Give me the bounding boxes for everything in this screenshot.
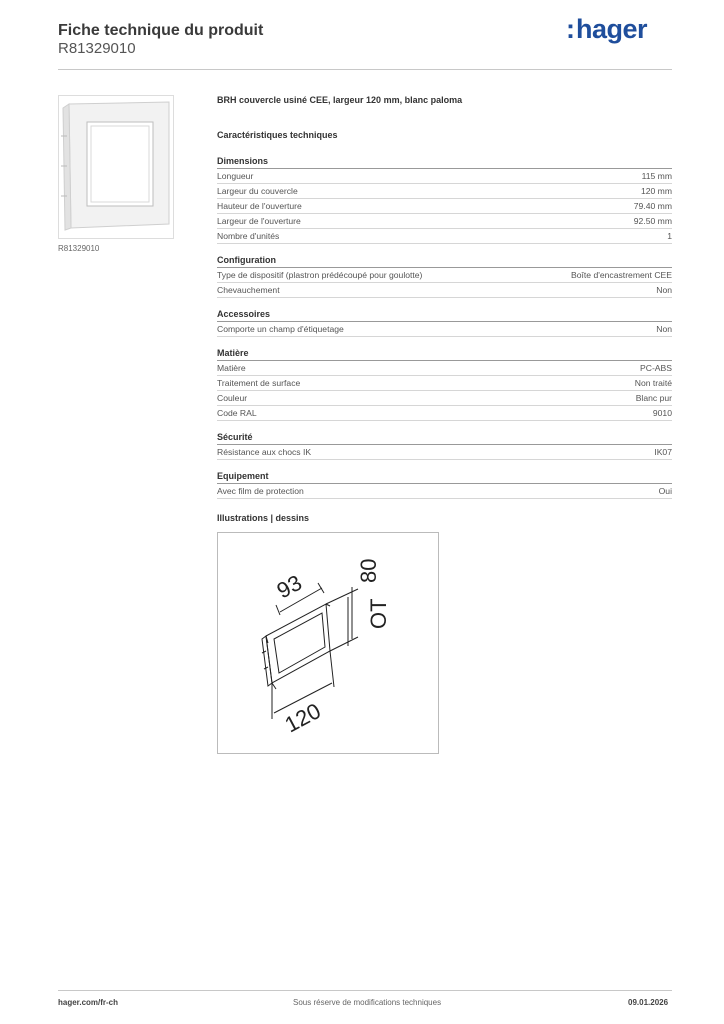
cover-plate-icon [59,96,173,238]
footer-divider [58,990,672,991]
table-row [217,268,672,283]
row-label: Nombre d'unités [217,231,280,241]
row-value: Non [656,285,672,295]
table-row [217,214,672,229]
row-label: Largeur de l'ouverture [217,216,301,226]
row-value: PC-ABS [640,363,672,373]
row-label: Type de dispositif (plastron prédécoupé pour goulotte) [217,270,423,280]
table-row [217,322,672,337]
section-security [217,432,672,460]
row-label: Comporte un champ d'étiquetage [217,324,344,334]
row-label: Chevauchement [217,285,280,295]
row-value: Non traité [634,378,672,388]
dim-ot-label: OT [366,598,391,629]
row-value: IK07 [654,447,672,457]
section-title: Equipement [217,471,672,484]
dimension-drawing [218,533,438,753]
footer-website-link[interactable]: hager.com/fr-ch [58,998,119,1007]
row-label: Code RAL [217,408,257,418]
section-title: Accessoires [217,309,672,322]
tech-characteristics-title: Caractéristiques techniques [217,130,338,140]
table-row [217,184,672,199]
row-value: Oui [658,486,672,496]
illustrations-title: Illustrations | dessins [217,513,310,523]
row-value: 120 mm [640,186,672,196]
table-row [217,199,672,214]
row-value: Boîte d'encastrement CEE [571,270,672,280]
row-value: 92.50 mm [633,216,672,226]
row-label: Hauteur de l'ouverture [217,201,302,211]
section-configuration [217,255,672,298]
row-value: 9010 [652,408,672,418]
row-label: Avec film de protection [217,486,304,496]
table-row [217,484,672,499]
section-equipment [217,471,672,499]
table-row [217,406,672,421]
product-description: BRH couvercle usiné CEE, largeur 120 mm, blanc paloma [217,95,463,105]
table-row [217,169,672,184]
row-label: Matière [217,363,246,373]
hager-logo: :hager [566,14,648,44]
footer-date: 09.01.2026 [628,998,669,1007]
section-title: Matière [217,348,672,361]
row-value: Non [656,324,672,334]
product-image [58,95,174,239]
row-label: Longueur [217,171,254,181]
dim-height-label: 80 [356,558,381,583]
image-caption: R81329010 [58,244,100,253]
section-dimensions [217,156,672,244]
section-title: Configuration [217,255,672,268]
section-accessories [217,309,672,337]
dim-width-label: 93 [272,569,306,604]
row-value: 115 mm [641,171,672,181]
section-title: Dimensions [217,156,672,169]
characteristics-list [217,156,672,510]
dim-length-label: 120 [280,698,325,738]
row-label: Traitement de surface [217,378,301,388]
product-reference: R81329010 [58,40,136,57]
table-row [217,229,672,244]
page-title: Fiche technique du produit [58,22,264,39]
footer-notice: Sous réserve de modifications techniques [293,998,442,1007]
row-label: Résistance aux chocs IK [217,447,312,457]
section-material [217,348,672,421]
row-value: Blanc pur [635,393,672,403]
technical-drawing [217,532,439,754]
row-label: Couleur [217,393,248,403]
table-row [217,283,672,298]
row-value: 1 [667,231,672,241]
header-divider [58,69,672,70]
section-title: Sécurité [217,432,672,445]
brand-name: hager [576,14,648,44]
row-value: 79.40 mm [633,201,672,211]
row-label: Largeur du couvercle [217,186,298,196]
table-row [217,376,672,391]
table-row [217,361,672,376]
table-row [217,445,672,460]
table-row [217,391,672,406]
